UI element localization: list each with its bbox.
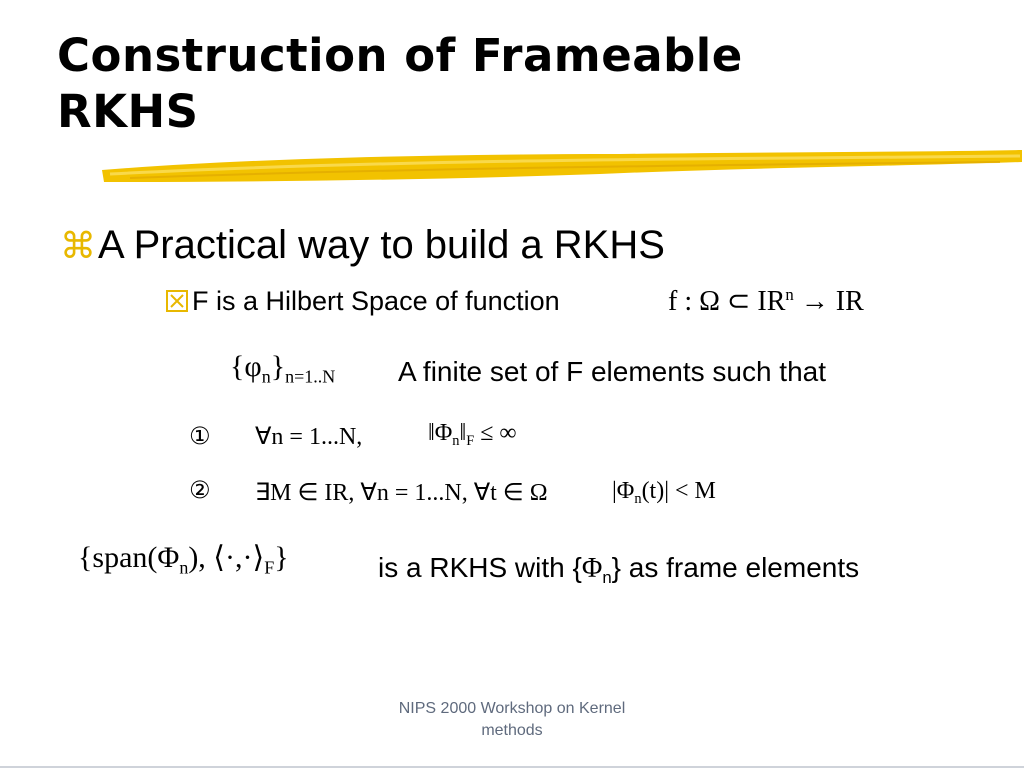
title-underline-brush — [100, 148, 1024, 188]
condition-2-bound: $|\Phi_n(t)| < M$ — [612, 478, 716, 508]
condition-2-marker: ② — [189, 476, 211, 504]
bullet-level2-text: F is a Hilbert Space of function — [192, 286, 560, 316]
finite-set-formula: $\{\varphi_n\}_{n=1..N}$ — [230, 350, 336, 387]
function-mapping-formula: f : Ω ⊂ $IR^n$ → IR — [668, 284, 864, 317]
footer-line-1: NIPS 2000 Workshop on Kernel — [398, 700, 626, 717]
condition-1-quantifier: ∀n = 1...N, — [255, 424, 363, 450]
condition-2-quantifier: ∃M ∈ IR, ∀n = 1...N, ∀t ∈ Ω — [255, 480, 548, 506]
slide-footer — [352, 698, 672, 742]
checkbox-x-icon — [166, 290, 188, 312]
footer-line-2: methods — [481, 722, 543, 739]
condition-1-marker: ① — [189, 422, 211, 450]
command-key-icon: ⌘ — [60, 225, 96, 266]
bullet-level2 — [166, 284, 560, 318]
condition-1-norm: $‖\Phi_n‖_F$ ≤ ∞ — [428, 420, 517, 450]
title-line-1: Construction of Frameable — [57, 29, 743, 82]
bullet-level1-text: A Practical way to build a RKHS — [98, 223, 665, 267]
title-line-2: RKHS — [57, 85, 199, 138]
finite-set-description: A finite set of F elements such that — [398, 356, 826, 387]
span-formula: {$span(\Phi_n)$, $⟨\cdot,\cdot⟩_F$} — [78, 541, 289, 578]
bullet-level1 — [60, 220, 665, 271]
slide-title — [57, 28, 743, 140]
span-description: is a RKHS with $\{\Phi_n\}$ as frame elements — [378, 552, 860, 587]
